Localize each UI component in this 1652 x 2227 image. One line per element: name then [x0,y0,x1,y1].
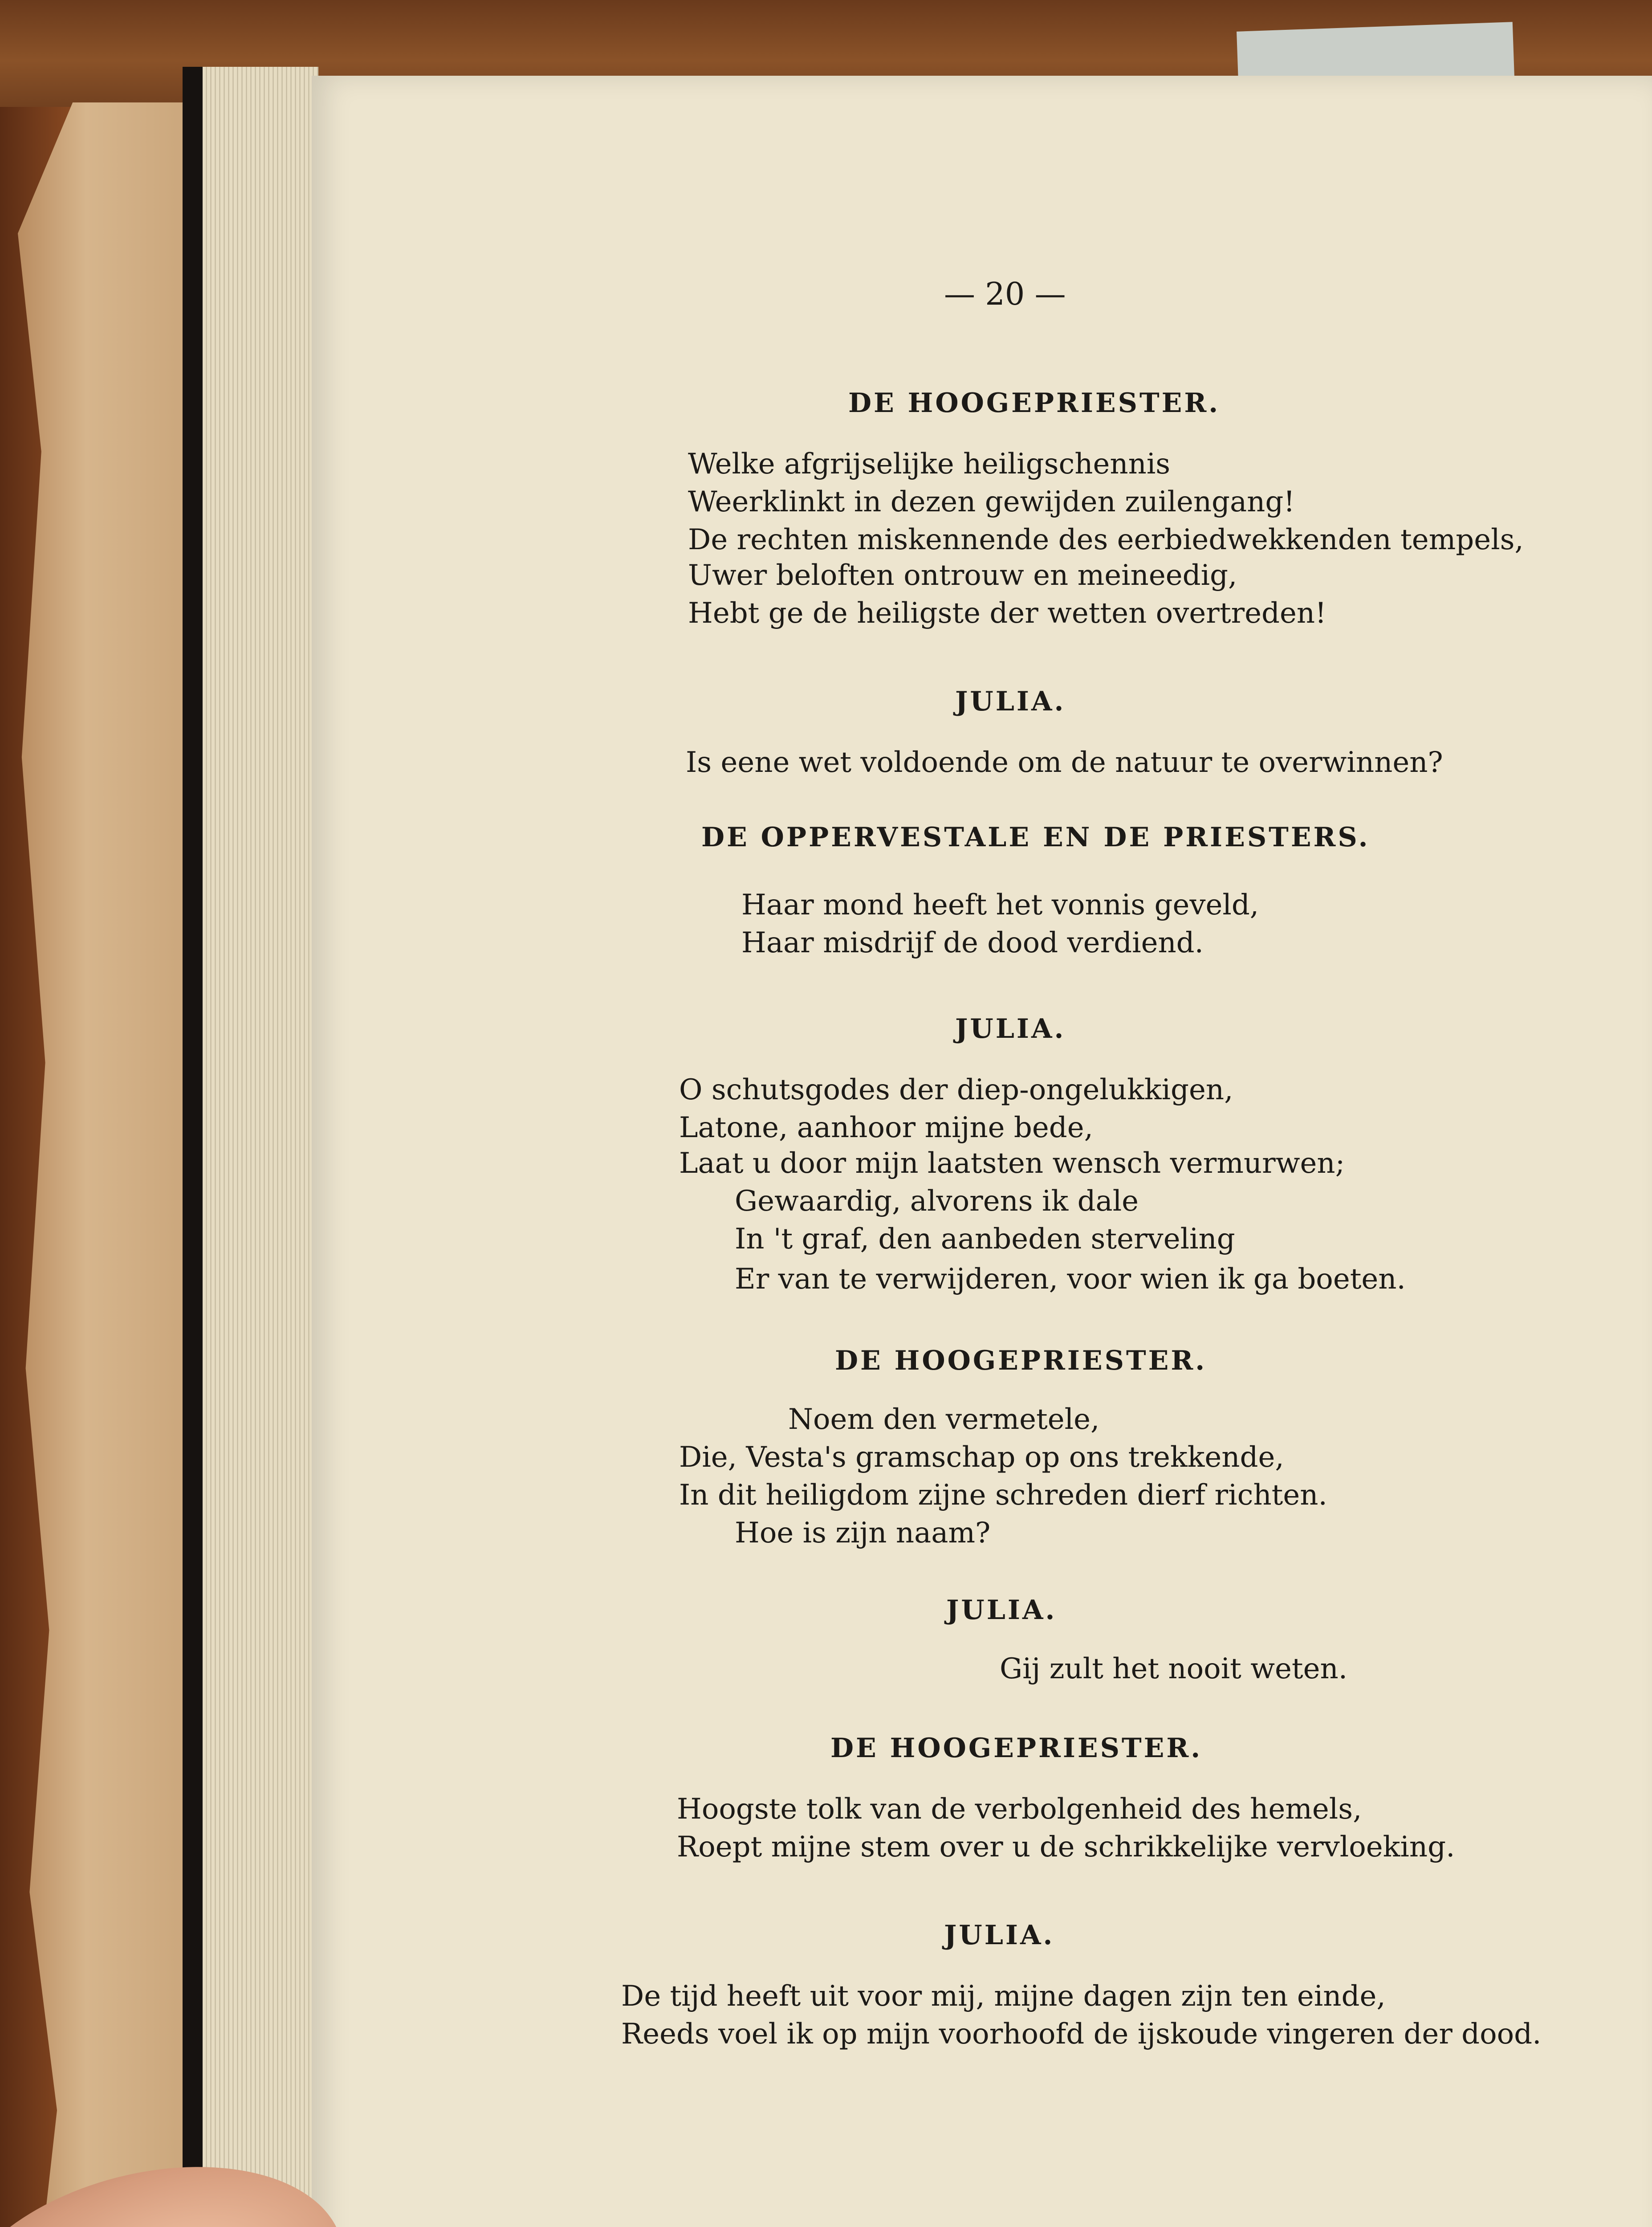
verse-line: O schutsgodes der diep-ongelukkigen, [679,1073,1233,1106]
verse-line: Er van te verwijderen, voor wien ik ga boeten. [735,1263,1406,1296]
verse-line: Weerklinkt in dezen gewijden zuilengang! [688,485,1295,518]
verse-line: In 't graf, den aanbeden sterveling [735,1223,1235,1256]
verse-line: Gewaardig, alvorens ik dale [735,1185,1139,1218]
verse-line: Noem den vermetele, [788,1403,1100,1436]
verse-line: Reeds voel ik op mijn voorhoofd de ijskoude vingeren der dood. [621,2018,1542,2051]
verse-line: Is eene wet voldoende om de natuur te overwinnen? [686,746,1443,779]
verse-line: Hebt ge de heiligste der wetten overtreden! [688,597,1326,630]
verse-line: Haar misdrijf de dood verdiend. [741,926,1204,959]
verse-line: De rechten miskennende des eerbiedwekkenden tempels, [688,523,1524,556]
speaker-heading: DE HOOGEPRIESTER. [835,1345,1207,1376]
speaker-heading: DE OPPERVESTALE EN DE PRIESTERS. [701,822,1370,853]
speaker-heading: DE HOOGEPRIESTER. [830,1733,1203,1764]
verse-line: Uwer beloften ontrouw en meineedig, [688,559,1237,592]
verse-line: De tijd heeft uit voor mij, mijne dagen zijn ten einde, [621,1980,1386,2013]
page-number: — 20 — [944,276,1066,312]
verse-line: Laat u door mijn laatsten wensch vermurwen; [679,1147,1345,1180]
speaker-heading: JULIA. [946,1595,1057,1626]
verse-line: Latone, aanhoor mijne bede, [679,1111,1093,1144]
speaker-heading: JULIA. [955,1013,1066,1044]
verse-line: Welke afgrijselijke heiligschennis [688,448,1171,481]
speaker-heading: JULIA. [944,1920,1055,1951]
verse-line: Roept mijne stem over u de schrikkelijke vervloeking. [677,1831,1455,1864]
speaker-heading: DE HOOGEPRIESTER. [848,387,1221,419]
verse-line: Hoogste tolk van de verbolgenheid des hemels, [677,1793,1362,1826]
verse-line: In dit heiligdom zijne schreden dierf richten. [679,1479,1327,1512]
verse-line: Gij zult het nooit weten. [1000,1652,1348,1685]
verse-line: Die, Vesta's gramschap op ons trekkende, [679,1441,1284,1474]
verse-line: Haar mond heeft het vonnis geveld, [741,889,1259,922]
verse-line: Hoe is zijn naam? [735,1517,991,1550]
speaker-heading: JULIA. [955,686,1066,717]
